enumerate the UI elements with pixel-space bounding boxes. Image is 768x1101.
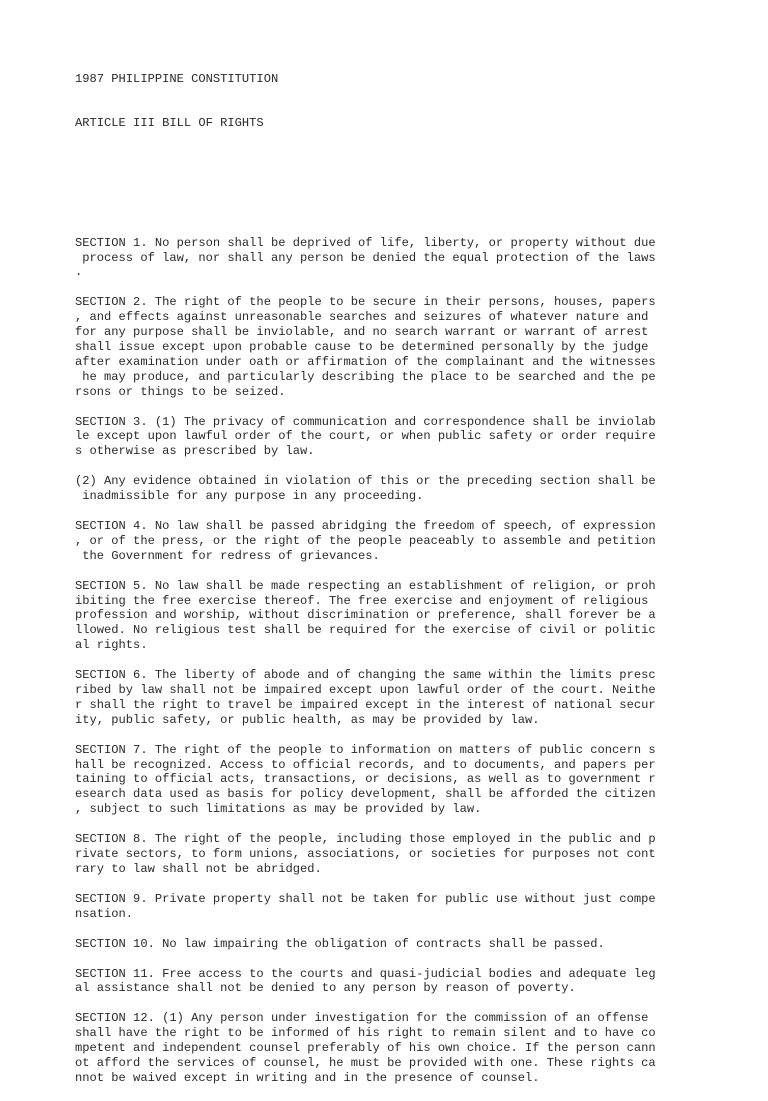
section-line: profession and worship, without discrimination or preference, shall forever be a (75, 608, 656, 623)
section-paragraph (75, 668, 675, 728)
section-line: SECTION 8. The right of the people, including those employed in the public and p (75, 832, 656, 847)
section-line: (2) Any evidence obtained in violation of this or the preceding section shall be (75, 474, 656, 489)
section-line: hall be recognized. Access to official records, and to documents, and papers per (75, 757, 656, 772)
section-line: inadmissible for any purpose in any proceeding. (75, 489, 424, 504)
section-line: , and effects against unreasonable searches and seizures of whatever nature and (75, 310, 649, 325)
section-line: for any purpose shall be inviolable, and no search warrant or warrant of arrest (75, 325, 649, 340)
section-line: rary to law shall not be abridged. (75, 861, 322, 876)
section-line: llowed. No religious test shall be required for the exercise of civil or politic (75, 623, 656, 638)
section-line: taining to official acts, transactions, or decisions, as well as to government r (75, 772, 656, 787)
section-line: rsons or things to be seized. (75, 384, 286, 399)
section-paragraph (75, 743, 675, 817)
section-paragraph (75, 519, 675, 564)
section-line: s otherwise as prescribed by law. (75, 444, 315, 459)
section-line: SECTION 11. Free access to the courts and quasi-judicial bodies and adequate leg (75, 966, 656, 981)
section-line: . (75, 265, 83, 280)
section-line: SECTION 1. No person shall be deprived of life, liberty, or property without due (75, 235, 656, 250)
section-line: process of law, nor shall any person be denied the equal protection of the laws (75, 250, 656, 265)
section-line: al rights. (75, 638, 148, 653)
document-body (75, 12, 675, 1101)
title-line: 1987 PHILIPPINE CONSTITUTION (75, 71, 279, 86)
section-paragraph (75, 937, 675, 952)
section-line: the Government for redress of grievances. (75, 548, 380, 563)
section-line: SECTION 7. The right of the people to information on matters of public concern s (75, 742, 656, 757)
section-line: esearch data used as basis for policy development, shall be afforded the citizen (75, 787, 656, 802)
section-line: SECTION 9. Private property shall not be taken for public use without just compe (75, 891, 656, 906)
section-line: nnot be waived except in writing and in the presence of counsel. (75, 1070, 540, 1085)
section-paragraph (75, 892, 675, 922)
section-line: r shall the right to travel be impaired except in the interest of national secur (75, 697, 656, 712)
section-paragraph (75, 967, 675, 997)
section-line: , or of the press, or the right of the people peaceably to assemble and petition (75, 533, 656, 548)
section-line: SECTION 5. No law shall be made respecting an establishment of religion, or proh (75, 578, 656, 593)
section-line: nsation. (75, 906, 134, 921)
section-paragraph (75, 295, 675, 399)
section-line: mpetent and independent counsel preferably of his own choice. If the person cann (75, 1041, 656, 1056)
section-line: al assistance shall not be denied to any person by reason of poverty. (75, 981, 576, 996)
section-line: SECTION 3. (1) The privacy of communication and correspondence shall be inviolab (75, 414, 656, 429)
title-line: ARTICLE III BILL OF RIGHTS (75, 116, 264, 131)
section-line: SECTION 12. (1) Any person under investigation for the commission of an offense (75, 1011, 649, 1026)
section-paragraph (75, 579, 675, 653)
section-line: SECTION 10. No law impairing the obligation of contracts shall be passed. (75, 936, 605, 951)
section-line: SECTION 6. The liberty of abode and of changing the same within the limits presc (75, 668, 656, 683)
section-line: le except upon lawful order of the court, or when public safety or order require (75, 429, 656, 444)
section-line: ribed by law shall not be impaired except upon lawful order of the court. Neithe (75, 683, 656, 698)
section-list (75, 236, 675, 1086)
document-title (75, 42, 675, 161)
section-line: he may produce, and particularly describing the place to be searched and the pe (75, 369, 656, 384)
section-line: shall have the right to be informed of his right to remain silent and to have co (75, 1026, 656, 1041)
section-line: rivate sectors, to form unions, associations, or societies for purposes not cont (75, 847, 656, 862)
section-line: ot afford the services of counsel, he must be provided with one. These rights ca (75, 1055, 656, 1070)
section-line: ibiting the free exercise thereof. The free exercise and enjoyment of religious (75, 593, 649, 608)
section-paragraph (75, 1011, 675, 1085)
section-line: SECTION 2. The right of the people to be secure in their persons, houses, papers (75, 295, 656, 310)
section-paragraph (75, 236, 675, 281)
section-line: ity, public safety, or public health, as may be provided by law. (75, 712, 540, 727)
section-paragraph (75, 415, 675, 460)
section-line: after examination under oath or affirmation of the complainant and the witnesses (75, 354, 656, 369)
section-line: shall issue except upon probable cause to be determined personally by the judge (75, 340, 649, 354)
section-line: , subject to such limitations as may be provided by law. (75, 802, 482, 817)
section-line: SECTION 4. No law shall be passed abridging the freedom of speech, of expression (75, 519, 656, 534)
section-paragraph (75, 474, 675, 504)
section-paragraph (75, 832, 675, 877)
